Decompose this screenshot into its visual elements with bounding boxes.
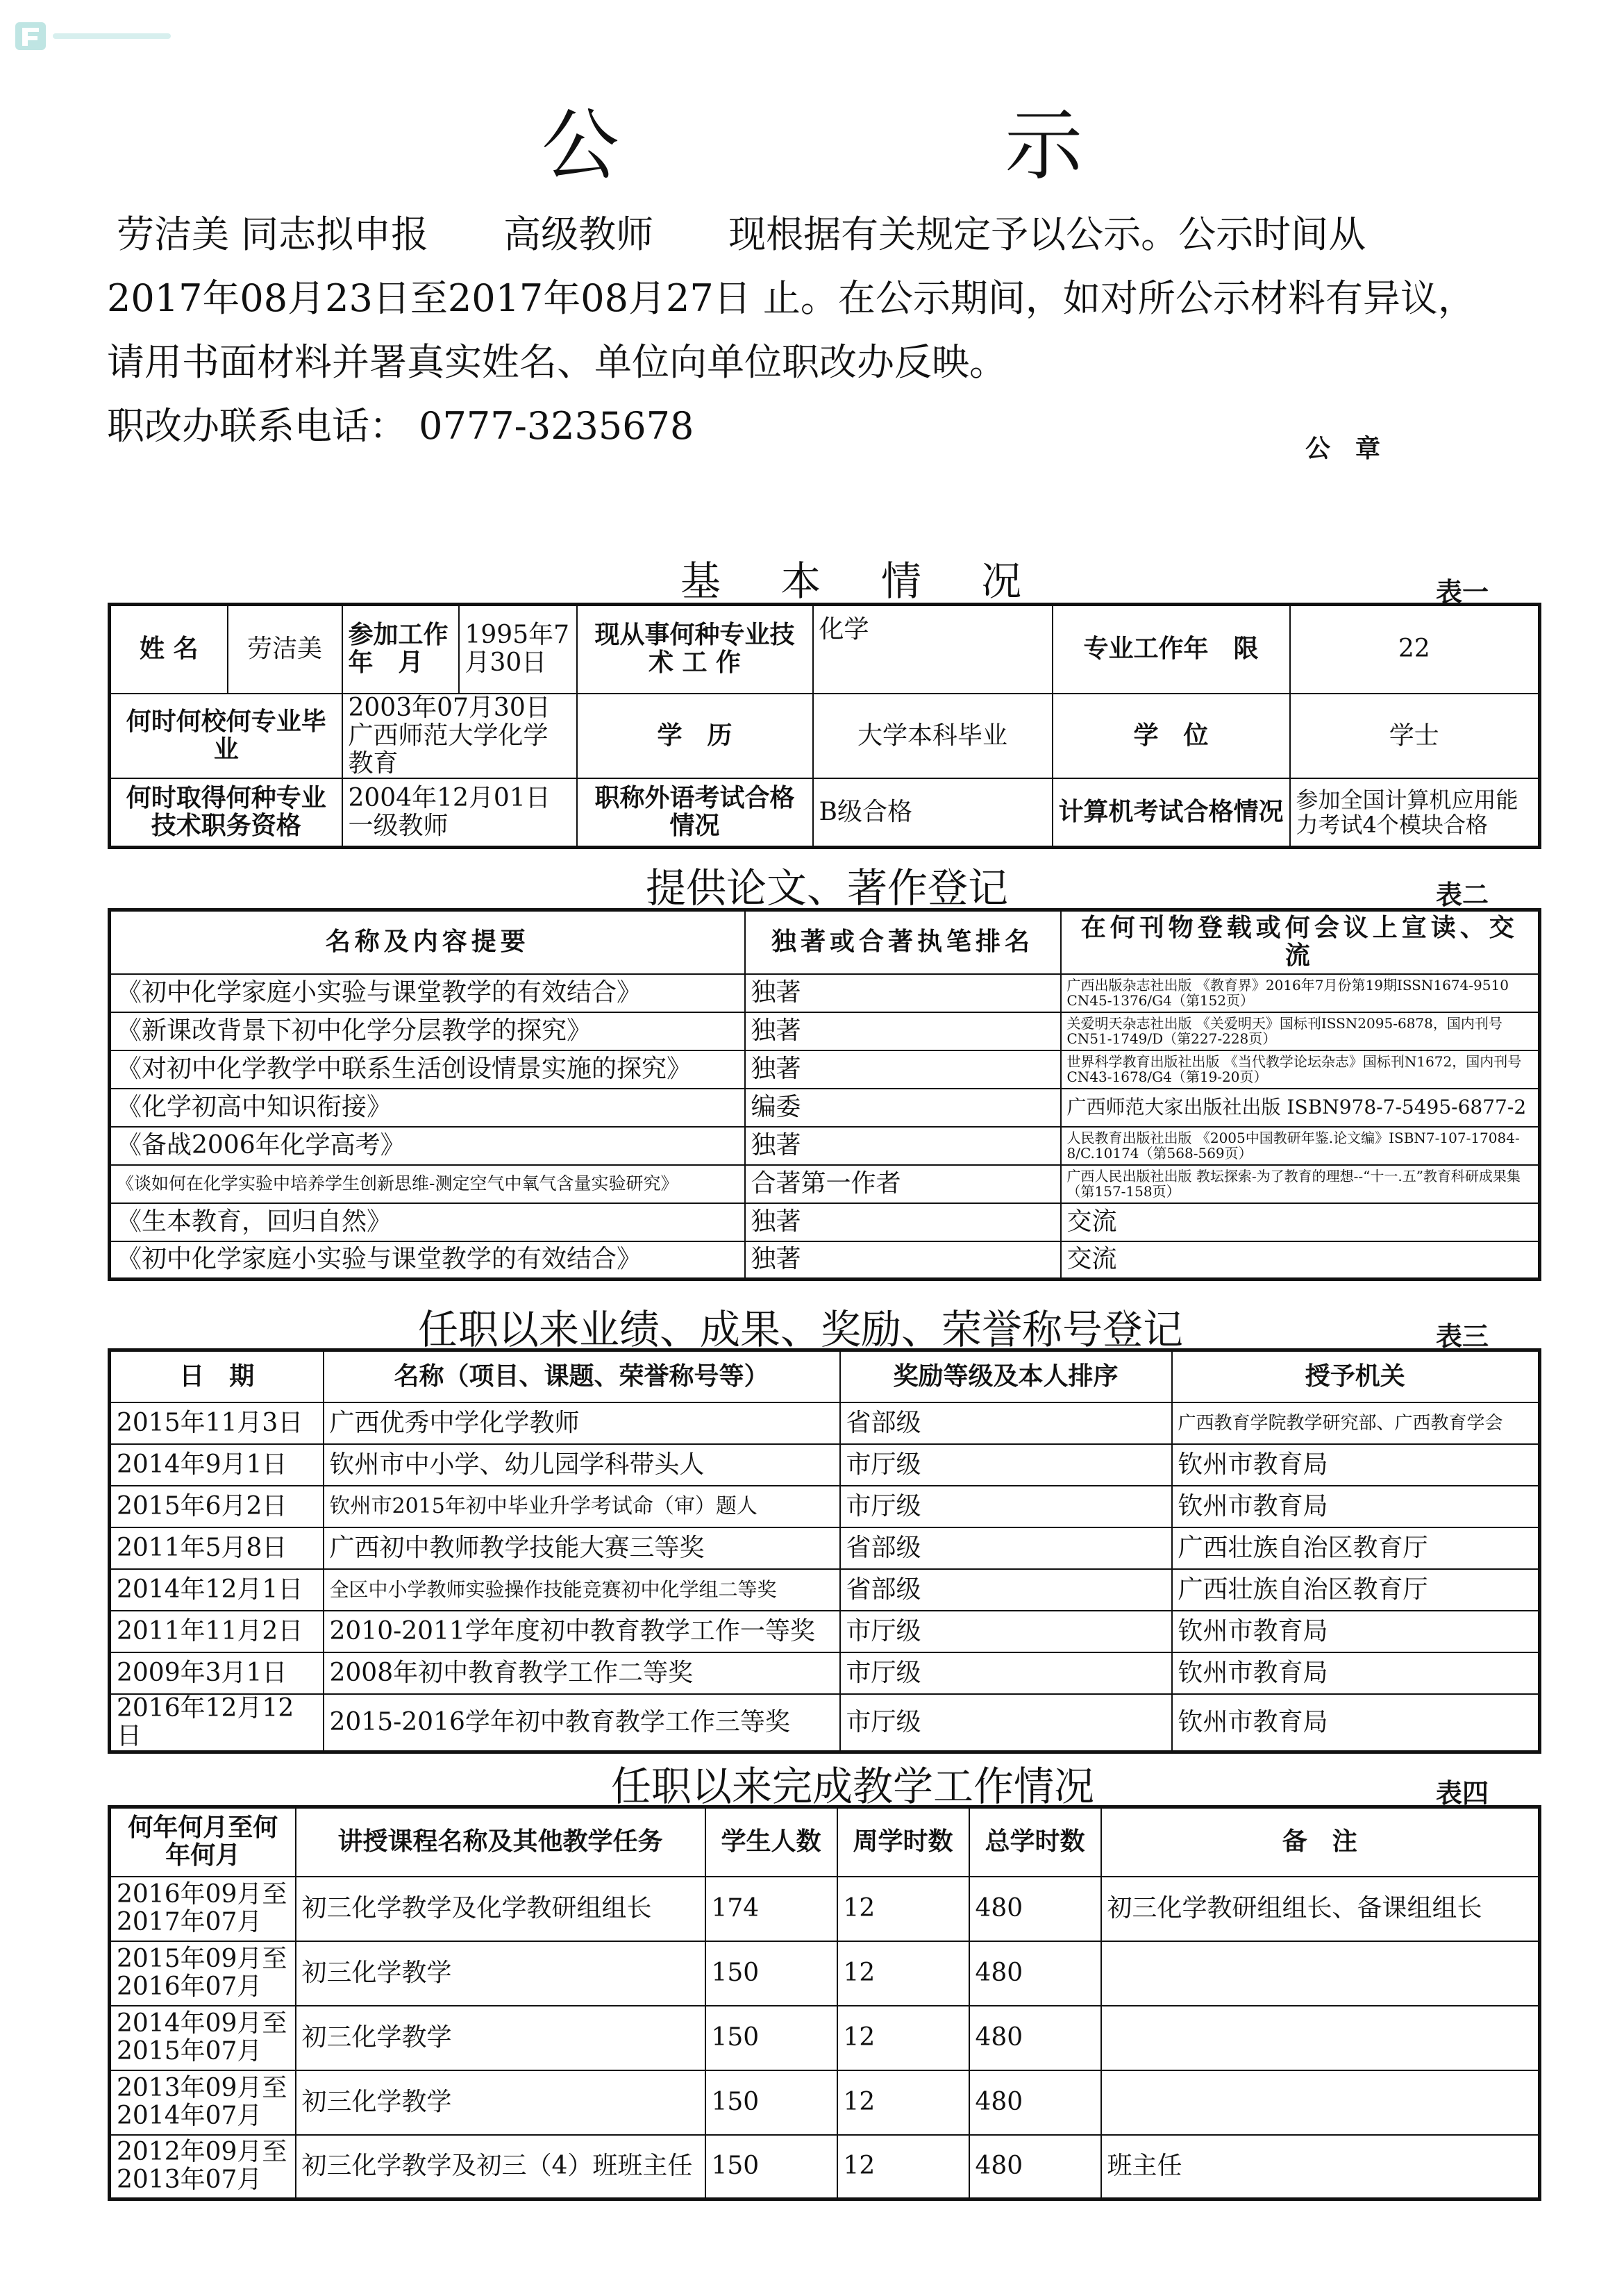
teaching-course: 初三化学教学 [296, 2070, 705, 2135]
table-row [110, 2070, 1540, 2135]
teaching-period: 2014年09月至2015年07月 [110, 2006, 296, 2070]
seal-label: 公 章 [1305, 435, 1381, 463]
table-row [110, 1127, 1540, 1165]
teaching-total: 480 [969, 2070, 1101, 2135]
awards-header-name: 名称（项目、课题、荣誉称号等） [324, 1350, 840, 1402]
qualification-value: 2004年12月01日一级教师 [342, 778, 577, 848]
award-level: 省部级 [840, 1402, 1172, 1444]
table-row [110, 1694, 1540, 1752]
award-level: 市厅级 [840, 1486, 1172, 1527]
teaching-period: 2013年09月至2014年07月 [110, 2070, 296, 2135]
teaching-table [108, 1805, 1541, 2201]
computer-label: 计算机考试合格情况 [1053, 778, 1290, 848]
awards-header-date: 日 期 [110, 1350, 324, 1402]
teaching-total: 480 [969, 2135, 1101, 2199]
table-row [110, 1402, 1540, 1444]
award-org: 广西教育学院教学研究部、广西教育学会 [1172, 1402, 1540, 1444]
papers-header-pub: 在何刊物登载或何会议上宣读、交流 [1061, 910, 1540, 974]
table-row [110, 1652, 1540, 1694]
paper-author: 独著 [745, 1012, 1061, 1050]
work-start-value: 1995年7月30日 [459, 605, 577, 694]
awards-header-level: 奖励等级及本人排序 [840, 1350, 1172, 1402]
paper-name: 《备战2006年化学高考》 [110, 1127, 745, 1165]
notice-line-1: 劳洁美 同志拟申报 高级教师 现根据有关规定予以公示。公示时间从 [117, 212, 1366, 256]
award-org: 广西壮族自治区教育厅 [1172, 1527, 1540, 1569]
teaching-note [1101, 1941, 1540, 2006]
table-row [110, 1050, 1540, 1089]
degree-value: 学士 [1290, 694, 1540, 778]
teaching-course: 初三化学教学及初三（4）班班主任 [296, 2135, 705, 2199]
teaching-weekly: 12 [837, 2070, 969, 2135]
paper-author: 独著 [745, 1203, 1061, 1241]
teaching-students: 150 [705, 2006, 837, 2070]
paper-name: 《生本教育，回归自然》 [110, 1203, 745, 1241]
years-value: 22 [1290, 605, 1540, 694]
papers-header-name: 名称及内容提要 [110, 910, 745, 974]
paper-name: 《初中化学家庭小实验与课堂教学的有效结合》 [110, 974, 745, 1012]
awards-section-title: 任职以来业绩、成果、奖励、荣誉称号登记 [418, 1306, 1184, 1353]
awards-table [108, 1348, 1541, 1754]
table-row [110, 1569, 1540, 1611]
paper-author: 合著第一作者 [745, 1165, 1061, 1203]
qualification-label: 何时取得何种专业技术职务资格 [110, 778, 342, 848]
award-date: 2015年11月3日 [110, 1402, 324, 1444]
teaching-header-note: 备 注 [1101, 1807, 1540, 1877]
teaching-course: 初三化学教学 [296, 1941, 705, 2006]
award-org: 钦州市教育局 [1172, 1694, 1540, 1752]
award-level: 市厅级 [840, 1694, 1172, 1752]
paper-pub: 人民教育出版社出版 《2005中国教研年鉴.论文编》ISBN7-107-17084-8/C.10174（第568-569页） [1061, 1127, 1540, 1165]
award-date: 2011年5月8日 [110, 1527, 324, 1569]
table-row [110, 1611, 1540, 1652]
paper-name: 《新课改背景下初中化学分层教学的探究》 [110, 1012, 745, 1050]
award-date: 2011年11月2日 [110, 1611, 324, 1652]
awards-header-org: 授予机关 [1172, 1350, 1540, 1402]
table-row [110, 1241, 1540, 1280]
teaching-total: 480 [969, 1941, 1101, 2006]
award-name: 2010-2011学年度初中教育教学工作一等奖 [324, 1611, 840, 1652]
papers-table [108, 908, 1541, 1281]
teaching-total: 480 [969, 1877, 1101, 1941]
table-row [110, 1203, 1540, 1241]
award-org: 钦州市教育局 [1172, 1444, 1540, 1486]
teaching-weekly: 12 [837, 1877, 969, 1941]
award-level: 省部级 [840, 1527, 1172, 1569]
teaching-weekly: 12 [837, 2135, 969, 2199]
teaching-period: 2015年09月至2016年07月 [110, 1941, 296, 2006]
notice-line-4: 职改办联系电话： 0777-3235678 [107, 404, 694, 448]
current-major-value: 化学 [813, 605, 1053, 694]
work-start-label: 参加工作年 月 [342, 605, 459, 694]
teaching-course: 初三化学教学及化学教研组组长 [296, 1877, 705, 1941]
papers-table-number: 表二 [1436, 880, 1489, 910]
teaching-weekly: 12 [837, 1941, 969, 2006]
papers-header-author: 独著或合著执笔排名 [745, 910, 1061, 974]
paper-name: 《初中化学家庭小实验与课堂教学的有效结合》 [110, 1241, 745, 1280]
table-row [110, 2135, 1540, 2199]
teaching-header-students: 学生人数 [705, 1807, 837, 1877]
award-date: 2015年6月2日 [110, 1486, 324, 1527]
awards-table-number: 表三 [1436, 1321, 1489, 1352]
table-row [110, 1444, 1540, 1486]
paper-pub: 世界科学教育出版社出版 《当代教学论坛杂志》国标刊N1672，国内刊号CN43-1678/G4（第19-20页） [1061, 1050, 1540, 1089]
paper-name: 《对初中化学教学中联系生活创设情景实施的探究》 [110, 1050, 745, 1089]
paper-name: 《化学初高中知识衔接》 [110, 1089, 745, 1127]
basic-info-table [108, 603, 1541, 849]
teaching-period: 2012年09月至2013年07月 [110, 2135, 296, 2199]
teaching-students: 150 [705, 2070, 837, 2135]
teaching-period: 2016年09月至2017年07月 [110, 1877, 296, 1941]
table-row [110, 1941, 1540, 2006]
award-org: 广西壮族自治区教育厅 [1172, 1569, 1540, 1611]
teaching-table-number: 表四 [1436, 1778, 1489, 1809]
teaching-course: 初三化学教学 [296, 2006, 705, 2070]
paper-author: 独著 [745, 1050, 1061, 1089]
table-row [110, 2006, 1540, 2070]
award-date: 2009年3月1日 [110, 1652, 324, 1694]
teaching-note [1101, 2070, 1540, 2135]
teaching-note: 班主任 [1101, 2135, 1540, 2199]
paper-pub: 交流 [1061, 1203, 1540, 1241]
paper-pub: 关爱明天杂志社出版 《关爱明天》国标刊ISSN2095-6878，国内刊号CN51-1749/D（第227-228页） [1061, 1012, 1540, 1050]
paper-author: 独著 [745, 1241, 1061, 1280]
award-name: 2008年初中教育教学工作二等奖 [324, 1652, 840, 1694]
name-label: 姓 名 [110, 605, 228, 694]
teaching-header-period: 何年何月至何年何月 [110, 1807, 296, 1877]
current-major-label: 现从事何种专业技 术 工 作 [577, 605, 813, 694]
paper-author: 独著 [745, 974, 1061, 1012]
award-date: 2014年9月1日 [110, 1444, 324, 1486]
table-row [110, 1486, 1540, 1527]
teaching-header-weekly: 周学时数 [837, 1807, 969, 1877]
award-org: 钦州市教育局 [1172, 1486, 1540, 1527]
school-label: 何时何校何专业毕 业 [110, 694, 342, 778]
award-level: 市厅级 [840, 1652, 1172, 1694]
teaching-weekly: 12 [837, 2006, 969, 2070]
education-label: 学 历 [577, 694, 813, 778]
paper-pub: 广西人民出版社出版 教坛探索-为了教育的理想--“十一.五”教育科研成果集（第157-158页） [1061, 1165, 1540, 1203]
award-name: 2015-2016学年初中教育教学工作三等奖 [324, 1694, 840, 1752]
table-row [110, 1165, 1540, 1203]
award-name: 钦州市2015年初中毕业升学考试命（审）题人 [324, 1486, 840, 1527]
basic-section-title: 基 本 情 况 [680, 558, 1046, 605]
paper-author: 编委 [745, 1089, 1061, 1127]
teaching-total: 480 [969, 2006, 1101, 2070]
paper-author: 独著 [745, 1127, 1061, 1165]
award-date: 2014年12月1日 [110, 1569, 324, 1611]
teaching-students: 174 [705, 1877, 837, 1941]
notice-line-2: 2017年08月23日至2017年08月27日 止。在公示期间，如对所公示材料有异议， [107, 276, 1475, 320]
award-name: 广西优秀中学化学教师 [324, 1402, 840, 1444]
notice-text [107, 203, 1561, 458]
award-org: 钦州市教育局 [1172, 1652, 1540, 1694]
name-value: 劳洁美 [228, 605, 342, 694]
teaching-note [1101, 2006, 1540, 2070]
degree-label: 学 位 [1053, 694, 1290, 778]
award-level: 市厅级 [840, 1444, 1172, 1486]
award-name: 全区中小学教师实验操作技能竞赛初中化学组二等奖 [324, 1569, 840, 1611]
paper-pub: 广西师范大家出版社出版 ISBN978-7-5495-6877-2 [1061, 1089, 1540, 1127]
paper-name: 《谈如何在化学实验中培养学生创新思维-测定空气中氧气含量实验研究》 [110, 1165, 745, 1203]
award-name: 广西初中教师教学技能大赛三等奖 [324, 1527, 840, 1569]
teaching-header-total: 总学时数 [969, 1807, 1101, 1877]
award-level: 市厅级 [840, 1611, 1172, 1652]
teaching-students: 150 [705, 2135, 837, 2199]
award-org: 钦州市教育局 [1172, 1611, 1540, 1652]
paper-pub: 广西出版杂志社出版 《教育界》2016年7月份第19期ISSN1674-9510 CN45-1376/G4（第152页） [1061, 974, 1540, 1012]
years-label: 专业工作年 限 [1053, 605, 1290, 694]
award-name: 钦州市中小学、幼儿园学科带头人 [324, 1444, 840, 1486]
computer-value: 参加全国计算机应用能力考试4个模块合格 [1290, 778, 1540, 848]
teaching-note: 初三化学教研组组长、备课组组长 [1101, 1877, 1540, 1941]
page-title: 公 示 [541, 101, 1264, 191]
teaching-section-title: 任职以来完成教学工作情况 [611, 1763, 1095, 1810]
table-row [110, 1527, 1540, 1569]
teaching-students: 150 [705, 1941, 837, 2006]
notice-line-3: 请用书面材料并署真实姓名、单位向单位职改办反映。 [107, 340, 1007, 384]
table-row [110, 974, 1540, 1012]
papers-section-title: 提供论文、著作登记 [646, 864, 1009, 912]
school-value: 2003年07月30日广西师范大学化学教育 [342, 694, 577, 778]
paper-pub: 交流 [1061, 1241, 1540, 1280]
language-label: 职称外语考试合格情况 [577, 778, 813, 848]
language-value: B级合格 [813, 778, 1053, 848]
table-row [110, 1012, 1540, 1050]
table-row [110, 1089, 1540, 1127]
education-value: 大学本科毕业 [813, 694, 1053, 778]
logo-icon [14, 18, 174, 54]
award-date: 2016年12月12日 [110, 1694, 324, 1752]
basic-table-number: 表一 [1436, 577, 1489, 607]
table-row [110, 1877, 1540, 1941]
award-level: 省部级 [840, 1569, 1172, 1611]
teaching-header-course: 讲授课程名称及其他教学任务 [296, 1807, 705, 1877]
